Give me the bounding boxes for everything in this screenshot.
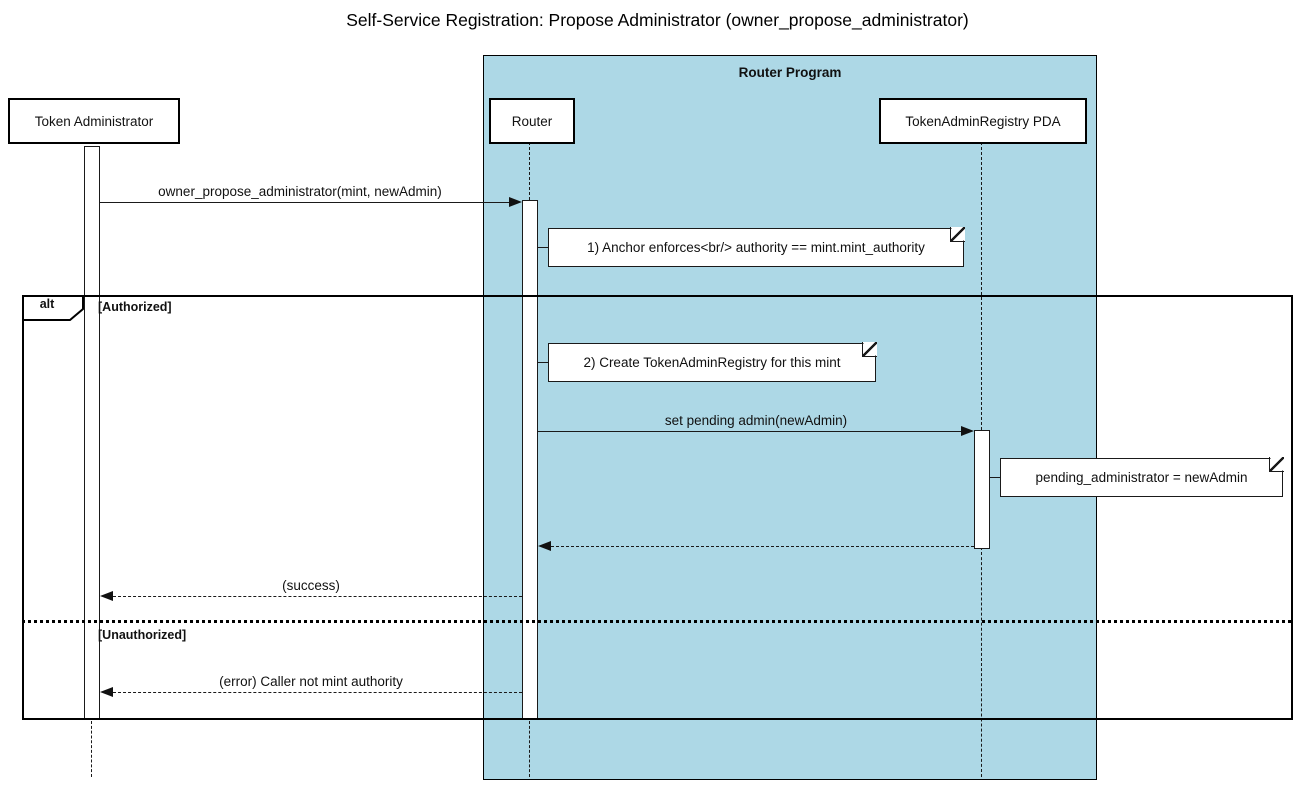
participant-token-administrator-label: Token Administrator: [34, 113, 154, 129]
note1-connector: [538, 247, 548, 248]
message-set-pending-line: [538, 431, 962, 432]
alt-divider: [22, 620, 1291, 623]
message-set-pending-label: set pending admin(newAdmin): [664, 413, 848, 428]
message-propose-line: [100, 202, 510, 203]
message-error-arrowhead-icon: [100, 687, 113, 697]
return-pda-arrowhead-icon: [538, 541, 551, 551]
note-create-registry: [548, 343, 876, 382]
message-error-label: (error) Caller not mint authority: [219, 674, 403, 689]
message-set-pending-arrowhead-icon: [961, 426, 974, 436]
router-lifeline-top: [529, 142, 530, 200]
message-success-arrowhead-icon: [100, 591, 113, 601]
message-error-line: [113, 692, 522, 693]
message-success-label: (success): [282, 578, 340, 593]
return-pda-line: [551, 546, 974, 547]
participant-token-admin-registry-pda-label: TokenAdminRegistry PDA: [905, 113, 1061, 129]
note-create-registry-text: 2) Create TokenAdminRegistry for this mint: [583, 355, 841, 370]
note-anchor-enforces-text: 1) Anchor enforces<br/> authority == mint.mint_authority: [587, 240, 925, 255]
note3-connector: [990, 477, 1000, 478]
participant-token-administrator: [8, 98, 180, 144]
note-anchor-enforces: [548, 228, 964, 267]
note-pending-administrator-text: pending_administrator = newAdmin: [1035, 470, 1248, 485]
message-propose-arrowhead-icon: [509, 197, 522, 207]
note-pending-administrator: [1000, 458, 1283, 497]
guard-authorized: [Authorized]: [98, 300, 172, 314]
note2-connector: [538, 362, 548, 363]
alt-label: alt: [39, 297, 55, 311]
participant-router: [489, 98, 575, 144]
diagram-title: Self-Service Registration: Propose Administrator (owner_propose_administrator): [346, 10, 969, 30]
participant-token-admin-registry-pda: [879, 98, 1087, 144]
token-administrator-lifeline-bottom: [91, 721, 92, 777]
participant-router-label: Router: [511, 113, 553, 129]
guard-unauthorized: [Unauthorized]: [98, 628, 187, 642]
router-program-label: Router Program: [738, 65, 842, 80]
router-lifeline-bottom: [529, 721, 530, 777]
message-propose-label: owner_propose_administrator(mint, newAdmin): [158, 184, 442, 199]
message-success-line: [113, 596, 522, 597]
